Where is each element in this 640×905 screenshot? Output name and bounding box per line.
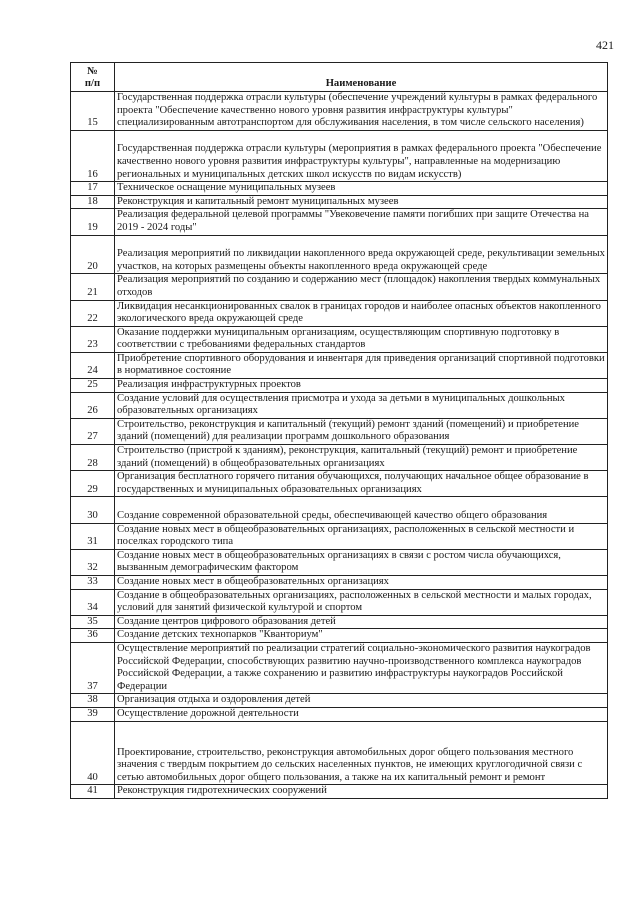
row-name-text: Строительство (пристрой к зданиям), реконструкция, капитальный (текущий) ремонт и приобретение зданий (помещений) в общеобразовательных организациях [117, 445, 578, 469]
table-row [71, 694, 608, 708]
table-row [71, 130, 608, 181]
table-row [71, 445, 608, 471]
table-row [71, 182, 608, 196]
row-name [115, 707, 608, 721]
row-number: 24 [71, 352, 115, 378]
row-number: 18 [71, 195, 115, 209]
row-number: 40 [71, 721, 115, 785]
row-name [115, 235, 608, 274]
row-number: 30 [71, 497, 115, 523]
row-name-text: Создание в общеобразовательных организациях, расположенных в сельской местности и малых городах, условий для занятий физической культурой и спортом [117, 589, 592, 614]
row-number: 20 [71, 235, 115, 274]
table-row [71, 721, 608, 785]
row-name [115, 549, 608, 575]
row-number: 41 [71, 785, 115, 799]
row-name [115, 575, 608, 589]
table-row [71, 785, 608, 799]
row-name [115, 418, 608, 444]
row-number: 27 [71, 418, 115, 444]
table-row [71, 497, 608, 523]
row-name-text: Создание новых мест в общеобразовательных организациях в связи с ростом числа обучающихся, вызванным демографическим фактором [117, 549, 561, 574]
row-name [115, 195, 608, 209]
row-name-text: Реализация федеральной целевой программы "Увековечение памяти погибших при защите Отечества на 2019 - 2024 годы" [117, 209, 589, 233]
table-row [71, 195, 608, 209]
table-row [71, 274, 608, 300]
row-name-text: Осуществление дорожной деятельности [117, 707, 299, 719]
row-number: 28 [71, 445, 115, 471]
table-row [71, 629, 608, 643]
row-name [115, 392, 608, 418]
header-number-abbr: п/п [84, 78, 101, 90]
row-name [115, 497, 608, 523]
row-number: 19 [71, 209, 115, 235]
row-name [115, 471, 608, 497]
row-number: 22 [71, 300, 115, 326]
row-name-text: Реконструкция гидротехнических сооружений [117, 785, 327, 797]
row-name-text: Ликвидация несанкционированных свалок в границах городов и наиболее опасных объектов накопленного экологического вреда окружающей среде [117, 300, 601, 325]
row-name-text: Государственная поддержка отрасли культуры (мероприятия в рамках федерального проекта "Обеспечение качественно нового уровня развития инфраструктуры культуры", направленные на модернизацию региональных и муниципальных детских школ искусств по видам искусств) [117, 143, 602, 180]
row-name [115, 352, 608, 378]
row-name [115, 300, 608, 326]
row-name [115, 326, 608, 352]
row-number: 36 [71, 629, 115, 643]
row-number: 32 [71, 549, 115, 575]
table-row [71, 326, 608, 352]
row-name [115, 615, 608, 629]
row-name-text: Организация отдыха и оздоровления детей [117, 694, 311, 706]
table-row [71, 300, 608, 326]
table-row [71, 352, 608, 378]
row-number: 39 [71, 707, 115, 721]
table-row [71, 92, 608, 131]
table-row [71, 235, 608, 274]
table-row [71, 549, 608, 575]
table-row [71, 575, 608, 589]
row-name [115, 379, 608, 393]
table-row [71, 471, 608, 497]
row-name-text: Реализация инфраструктурных проектов [117, 379, 301, 391]
row-number: 26 [71, 392, 115, 418]
row-name-text: Создание центров цифрового образования детей [117, 615, 336, 627]
row-name [115, 694, 608, 708]
row-number: 25 [71, 379, 115, 393]
table-row [71, 418, 608, 444]
row-name-text: Приобретение спортивного оборудования и инвентаря для приведения организаций спортивной подготовки в нормативное состояние [117, 352, 605, 377]
row-number: 29 [71, 471, 115, 497]
row-name-text: Реконструкция и капитальный ремонт муниципальных музеев [117, 195, 399, 207]
items-table [70, 62, 608, 799]
row-name [115, 642, 608, 693]
row-number: 16 [71, 130, 115, 181]
row-name [115, 182, 608, 196]
row-number: 34 [71, 589, 115, 615]
row-number: 37 [71, 642, 115, 693]
row-name-text: Проектирование, строительство, реконструкция автомобильных дорог общего пользования местного значения с твердым покрытием до сельских населенных пунктов, не имеющих круглогодичной связи с сетью автомобильных дорог общего пользования, а также на их капитальный ремонт и ремонт [117, 746, 583, 783]
row-name-text: Создание условий для осуществления присмотра и ухода за детьми в муниципальных дошкольных образовательных организациях [117, 392, 565, 417]
row-name-text: Государственная поддержка отрасли культуры (обеспечение учреждений культуры в рамках федерального проекта "Обеспечение качественно нового уровня развития инфраструктуры культуры" специализированным автотранспортом для обслуживания населения, в том числе сельского населения) [117, 92, 598, 129]
row-name [115, 523, 608, 549]
row-number: 31 [71, 523, 115, 549]
row-number: 35 [71, 615, 115, 629]
table-row [71, 707, 608, 721]
row-number: 15 [71, 92, 115, 131]
row-name [115, 445, 608, 471]
row-name-text: Строительство, реконструкция и капитальный (текущий) ремонт зданий (помещений) и приобретение зданий (помещений) для реализации программ дошкольного образования [117, 418, 579, 443]
row-name-text: Организация бесплатного горячего питания обучающихся, получающих начальное общее образование в государственных и муниципальных образовательных организациях [117, 471, 589, 495]
table-row [71, 379, 608, 393]
row-name-text: Техническое оснащение муниципальных музеев [117, 182, 336, 194]
row-number: 23 [71, 326, 115, 352]
header-name: Наименование [115, 63, 608, 92]
row-name-text: Реализация мероприятий по созданию и содержанию мест (площадок) накопления твердых коммунальных отходов [117, 274, 601, 298]
row-name [115, 629, 608, 643]
header-number [71, 63, 115, 92]
row-name-text: Создание новых мест в общеобразовательных организациях [117, 575, 389, 587]
row-number: 33 [71, 575, 115, 589]
table-row [71, 589, 608, 615]
row-name [115, 721, 608, 785]
page-number: 421 [596, 38, 614, 52]
row-name [115, 785, 608, 799]
row-name-text: Оказание поддержки муниципальным организациям, осуществляющим спортивную подготовку в соответствии с требованиями федеральных стандартов [117, 326, 560, 351]
table-row [71, 642, 608, 693]
row-name [115, 589, 608, 615]
table-header-row [71, 63, 608, 92]
row-name-text: Осуществление мероприятий по реализации стратегий социально-экономического развития наукоградов Российской Федерации, способствующих развитию научно-производственного комплекса наукоградов Российской Федерации, а также сохранению и развитию инфраструктуры наукоградов Российской Федерации [117, 642, 591, 692]
row-name-text: Создание детских технопарков "Кванториум" [117, 629, 323, 641]
row-name [115, 209, 608, 235]
row-number: 21 [71, 274, 115, 300]
row-number: 17 [71, 182, 115, 196]
row-name-text: Создание современной образовательной среды, обеспечивающей качество общего образования [117, 510, 548, 521]
table-row [71, 523, 608, 549]
table-row [71, 209, 608, 235]
row-name-text: Реализация мероприятий по ликвидации накопленного вреда окружающей среде, рекультивации земельных участков, на которых размещены объекты накопленного вреда окружающей среде [117, 248, 605, 272]
header-number-symbol: № [87, 65, 98, 77]
row-name [115, 92, 608, 131]
table-row [71, 615, 608, 629]
row-name-text: Создание новых мест в общеобразовательных организациях, расположенных в сельской местности и поселках городского типа [117, 523, 575, 548]
row-name [115, 130, 608, 181]
table-row [71, 392, 608, 418]
row-number: 38 [71, 694, 115, 708]
row-name [115, 274, 608, 300]
